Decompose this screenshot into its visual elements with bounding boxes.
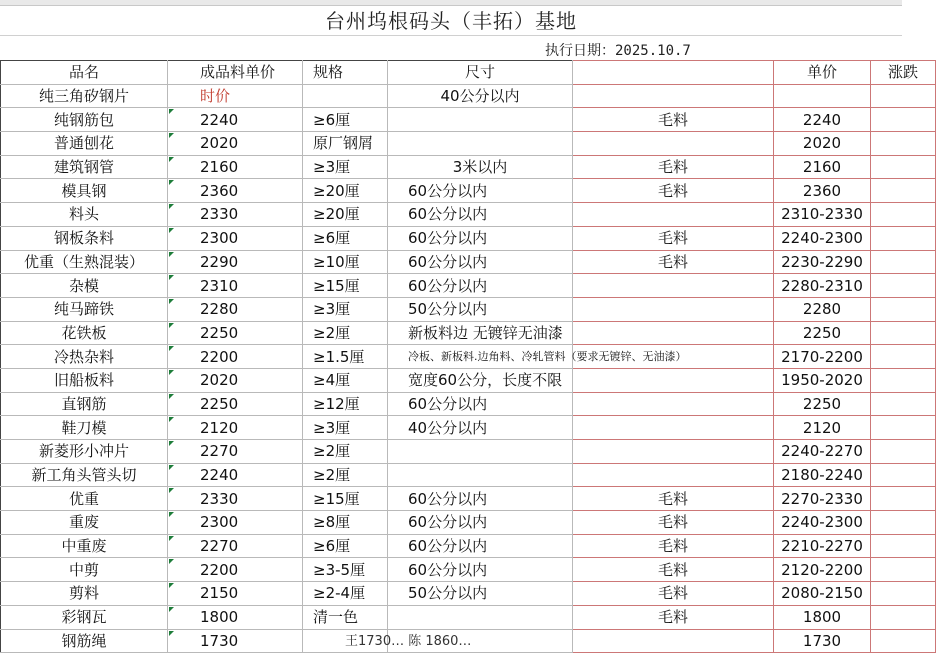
table-row [1,179,936,203]
finished-unit-price: 2310 [168,274,303,298]
size-cell: 50公分以内 [388,297,573,321]
product-name: 优重 [1,487,168,511]
material-type-cell: 毛料 [573,487,774,511]
material-type-cell [573,416,774,440]
spec-cell: ≥10厘 [303,250,388,274]
material-type-cell: 毛料 [573,582,774,606]
material-type-cell: 毛料 [573,155,774,179]
spec-cell: ≥3-5厘 [303,558,388,582]
finished-unit-price: 2300 [168,511,303,535]
table-row [1,511,936,535]
finished-unit-price: 2270 [168,534,303,558]
header-size: 尺寸 [388,61,573,85]
product-name: 钢板条料 [1,226,168,250]
spec-cell: ≥6厘 [303,108,388,132]
product-name: 料头 [1,203,168,227]
spec-cell: ≥2-4厘 [303,582,388,606]
table-row [1,155,936,179]
product-name: 钢筋绳 [1,629,168,653]
finished-unit-price: 2200 [168,345,303,369]
size-cell: 40公分以内 [388,84,573,108]
material-type-cell [573,463,774,487]
table-row [1,392,936,416]
material-type-cell [573,132,774,156]
header-q [573,61,774,85]
size-cell: 40公分以内 [388,416,573,440]
finished-unit-price: 2250 [168,392,303,416]
material-type-cell: 毛料 [573,511,774,535]
size-cell: 60公分以内 [388,274,573,298]
change-cell [871,368,936,392]
material-type-cell: 毛料 [573,605,774,629]
size-cell [388,605,573,629]
table-row [1,463,936,487]
size-cell: 60公分以内 [388,558,573,582]
spec-cell: 清一色 [303,605,388,629]
change-cell [871,321,936,345]
finished-unit-price: 2330 [168,203,303,227]
change-cell [871,84,936,108]
unit-price-cell: 2210-2270 [774,534,871,558]
sheet-title: 台州坞根码头（丰拓）基地 [325,9,577,33]
size-cell: 60公分以内 [388,203,573,227]
product-name: 纯三角矽钢片 [1,84,168,108]
finished-unit-price: 2120 [168,416,303,440]
finished-unit-price: 2020 [168,368,303,392]
finished-unit-price: 2200 [168,558,303,582]
change-cell [871,297,936,321]
header-name: 品名 [1,61,168,85]
product-name: 中重废 [1,534,168,558]
spec-cell: ≥12厘 [303,392,388,416]
change-cell [871,108,936,132]
spec-cell: ≥2厘 [303,463,388,487]
table-row [1,605,936,629]
table-row [1,368,936,392]
change-cell [871,487,936,511]
change-cell [871,463,936,487]
unit-price-cell: 2250 [774,321,871,345]
material-type-cell [573,203,774,227]
size-cell: 60公分以内 [388,511,573,535]
size-cell [388,108,573,132]
price-table [0,60,936,653]
header-price: 单价 [774,61,871,85]
unit-price-cell: 2120 [774,416,871,440]
finished-unit-price: 2160 [168,155,303,179]
product-name: 纯钢筋包 [1,108,168,132]
product-name: 剪料 [1,582,168,606]
material-type-cell: 毛料 [573,250,774,274]
unit-price-cell: 2280 [774,297,871,321]
spec-cell: 原厂钢屑 [303,132,388,156]
date-row [0,36,902,60]
unit-price-cell: 2240 [774,108,871,132]
material-type-cell [573,440,774,464]
change-cell [871,605,936,629]
table-row [1,487,936,511]
size-cell [388,463,573,487]
finished-unit-price: 时价 [168,84,303,108]
material-type-cell [573,84,774,108]
spec-cell: ≥1.5厘 [303,345,388,369]
spec-cell: ≥6厘 [303,534,388,558]
unit-price-cell [774,84,871,108]
change-cell [871,534,936,558]
size-cell: 新板料边 无镀锌无油漆 [388,321,573,345]
unit-price-cell: 2360 [774,179,871,203]
product-name: 直钢筋 [1,392,168,416]
change-cell [871,345,936,369]
header-spec: 规格 [303,61,388,85]
unit-price-cell: 2240-2270 [774,440,871,464]
size-cell: 冷板、新板料.边角料、冷轧管料（要求无镀锌、无油漆） [388,345,573,369]
product-name: 花铁板 [1,321,168,345]
unit-price-cell: 2020 [774,132,871,156]
table-row [1,297,936,321]
finished-unit-price: 2330 [168,487,303,511]
finished-unit-price: 2240 [168,108,303,132]
finished-unit-price: 2150 [168,582,303,606]
material-type-cell [573,297,774,321]
unit-price-cell: 2230-2290 [774,250,871,274]
change-cell [871,558,936,582]
product-name: 新工角头管头切 [1,463,168,487]
material-type-cell: 毛料 [573,108,774,132]
product-name: 优重（生熟混装） [1,250,168,274]
spec-cell: ≥4厘 [303,368,388,392]
unit-price-cell: 2160 [774,155,871,179]
unit-price-cell: 2280-2310 [774,274,871,298]
size-cell: 60公分以内 [388,179,573,203]
size-cell: 60公分以内 [388,392,573,416]
change-cell [871,392,936,416]
unit-price-cell: 1800 [774,605,871,629]
material-type-cell: 毛料 [573,558,774,582]
unit-price-cell: 2240-2300 [774,226,871,250]
product-name: 普通刨花 [1,132,168,156]
spec-cell: ≥3厘 [303,155,388,179]
table-row [1,345,936,369]
unit-price-cell: 1730 [774,629,871,653]
product-name: 新菱形小冲片 [1,440,168,464]
change-cell [871,274,936,298]
change-cell [871,629,936,653]
unit-price-cell: 2180-2240 [774,463,871,487]
finished-unit-price: 2280 [168,297,303,321]
product-name: 冷热杂料 [1,345,168,369]
size-cell [388,440,573,464]
table-row [1,84,936,108]
table-row [1,250,936,274]
change-cell [871,132,936,156]
spec-cell: ≥20厘 [303,179,388,203]
change-cell [871,226,936,250]
material-type-cell: 毛料 [573,179,774,203]
size-cell: 60公分以内 [388,226,573,250]
table-row [1,321,936,345]
unit-price-cell: 2080-2150 [774,582,871,606]
product-name: 旧船板料 [1,368,168,392]
table-row [1,203,936,227]
spec-cell: ≥2厘 [303,440,388,464]
header-row [1,61,936,85]
spec-cell: ≥15厘 [303,274,388,298]
table-row [1,440,936,464]
table-row [1,416,936,440]
finished-unit-price: 2270 [168,440,303,464]
material-type-cell [573,274,774,298]
material-type-cell [573,368,774,392]
change-cell [871,511,936,535]
spec-cell: ≥2厘 [303,321,388,345]
change-cell [871,582,936,606]
product-name: 中剪 [1,558,168,582]
unit-price-cell: 2170-2200 [774,345,871,369]
spec-cell: ≥20厘 [303,203,388,227]
product-name: 重废 [1,511,168,535]
size-cell: 60公分以内 [388,534,573,558]
unit-price-cell: 1950-2020 [774,368,871,392]
size-cell [388,132,573,156]
product-name: 模具钢 [1,179,168,203]
change-cell [871,440,936,464]
spec-cell: ≥8厘 [303,511,388,535]
finished-unit-price: 2300 [168,226,303,250]
product-name: 彩钢瓦 [1,605,168,629]
finished-unit-price: 2020 [168,132,303,156]
unit-price-cell: 2240-2300 [774,511,871,535]
finished-unit-price: 1800 [168,605,303,629]
unit-price-cell: 2120-2200 [774,558,871,582]
spec-cell: ≥6厘 [303,226,388,250]
material-type-cell: 毛料 [573,226,774,250]
table-row [1,534,936,558]
table-row [1,108,936,132]
finished-unit-price: 2250 [168,321,303,345]
change-cell [871,179,936,203]
spec-cell: ≥3厘 [303,297,388,321]
product-name: 鞋刀模 [1,416,168,440]
finished-unit-price: 2360 [168,179,303,203]
material-type-cell [573,629,774,653]
spec-cell: ≥3厘 [303,416,388,440]
size-cell: 宽度60公分，长度不限 [388,368,573,392]
spec-cell: ≥15厘 [303,487,388,511]
table-row [1,558,936,582]
unit-price-cell: 2270-2330 [774,487,871,511]
size-cell: 60公分以内 [388,487,573,511]
table-row [1,132,936,156]
size-cell: 3米以内 [388,155,573,179]
change-cell [871,416,936,440]
effective-date: 执行日期：2025.10.7 [545,43,691,59]
material-type-cell [573,392,774,416]
header-unit-price: 成品料单价 [168,61,303,85]
product-name: 纯马蹄铁 [1,297,168,321]
table-row [1,582,936,606]
header-change: 涨跌 [871,61,936,85]
product-name: 杂模 [1,274,168,298]
material-type-cell [573,321,774,345]
change-cell [871,250,936,274]
size-cell: 60公分以内 [388,250,573,274]
change-cell [871,203,936,227]
size-cell: 50公分以内 [388,582,573,606]
material-type-cell: 毛料 [573,534,774,558]
table-row [1,226,936,250]
table-row [1,274,936,298]
product-name: 建筑钢管 [1,155,168,179]
bottom-note: 王1730… 陈 1860… [345,634,472,649]
finished-unit-price: 1730 [168,629,303,653]
unit-price-cell: 2250 [774,392,871,416]
finished-unit-price: 2290 [168,250,303,274]
change-cell [871,155,936,179]
unit-price-cell: 2310-2330 [774,203,871,227]
spec-cell [303,84,388,108]
finished-unit-price: 2240 [168,463,303,487]
